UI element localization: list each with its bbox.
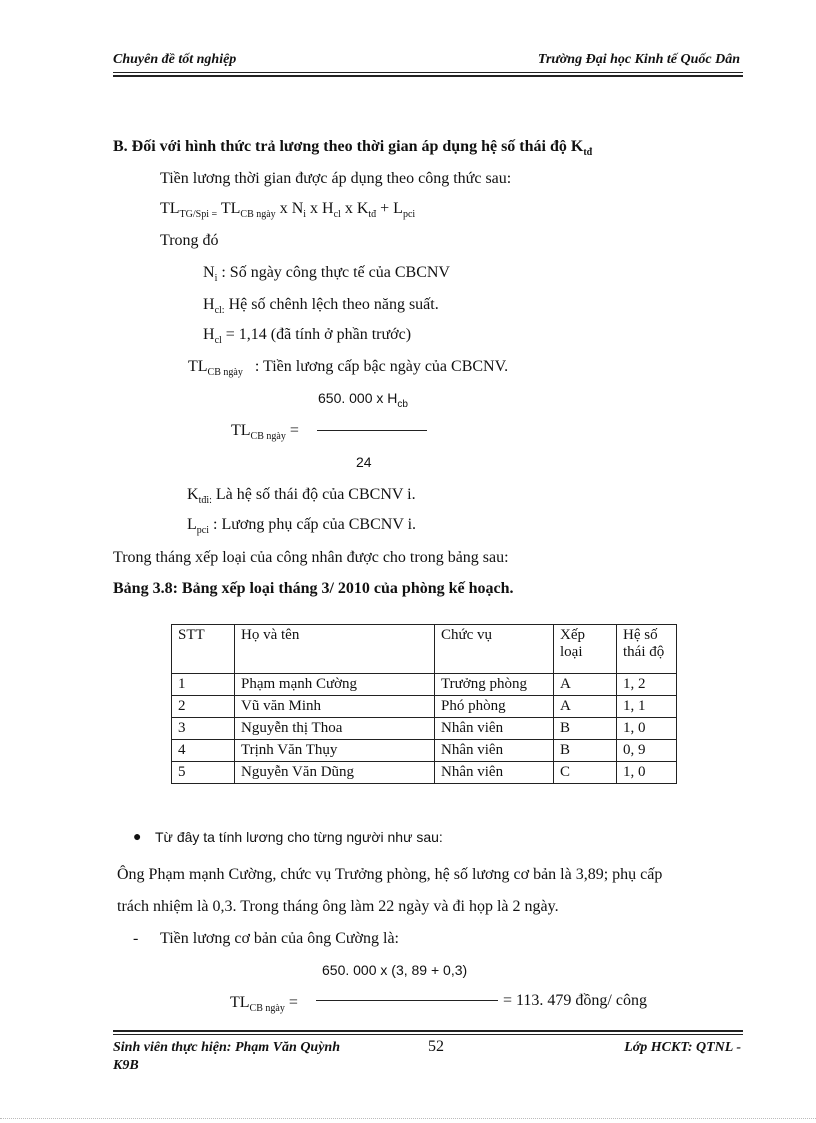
table-title: Bảng 3.8: Bảng xếp loại tháng 3/ 2010 của phòng kế hoạch. — [113, 580, 514, 597]
calc-para-line1: Ông Phạm mạnh Cường, chức vụ Trưởng phòng, hệ số lương cơ bản là 3,89; phụ cấp — [117, 866, 663, 883]
def-hcl: $H_{cl:}$ Hệ số chênh lệch theo năng suất. — [203, 296, 439, 317]
cell-stt: 2 — [172, 696, 235, 718]
dash-text: Tiền lương cơ bản của ông Cường là: — [160, 930, 399, 947]
frac2-numerator: 650. 000 x (3, 89 + 0,3) — [322, 962, 468, 978]
cell-stt: 5 — [172, 762, 235, 784]
table-row — [172, 696, 677, 718]
footer-class: Lớp HCKT: QTNL - — [624, 1040, 741, 1055]
cell-position: Trưởng phòng — [435, 674, 554, 696]
ranking-table — [171, 624, 677, 784]
page-number: 52 — [428, 1038, 444, 1055]
cell-rank: A — [554, 696, 617, 718]
frac2-result: = 113. 479 đồng/ công — [503, 992, 647, 1009]
cell-name: Phạm mạnh Cường — [235, 674, 435, 696]
def-tlcb: $TL_{CB ngày}$ : Tiền lương cấp bậc ngày của CBCNV. — [188, 358, 509, 379]
section-heading: B. Đối với hình thức trả lương theo thời gian áp dụng hệ số thái độ $K_{tđ}$ — [113, 138, 593, 159]
cell-position: Phó phòng — [435, 696, 554, 718]
frac2-line — [316, 1000, 498, 1001]
table-intro: Trong tháng xếp loại của công nhân được cho trong bảng sau: — [113, 549, 509, 566]
cell-name: Vũ văn Minh — [235, 696, 435, 718]
cell-name: Nguyễn Văn Dũng — [235, 762, 435, 784]
def-ni: $N_i$ : Số ngày công thực tế của CBCNV — [203, 264, 450, 285]
header-rule — [113, 72, 743, 73]
main-formula: $TL_{TG/Spi =}$ $TL_{CB ngày}$ x $N_i$ x $H_{cl}$ x $K_{tđ} + L_{pci}$ — [160, 200, 416, 221]
footer-rule-thick — [113, 1030, 743, 1032]
table-row — [172, 674, 677, 696]
intro-text: Tiền lương thời gian được áp dụng theo công thức sau: — [160, 170, 512, 187]
cell-position: Nhân viên — [435, 718, 554, 740]
frac1-line — [317, 430, 427, 431]
th-coef: Hệ số thái độ — [617, 625, 677, 674]
def-hcl-value: $H_{cl} = 1,14$ (đã tính ở phần trước) — [203, 326, 412, 347]
cell-coef: 1, 0 — [617, 718, 677, 740]
table-row — [172, 718, 677, 740]
frac1-lhs: $TL_{CB ngày}$ = — [231, 422, 299, 443]
cell-rank: C — [554, 762, 617, 784]
cell-rank: B — [554, 718, 617, 740]
th-rank: Xếp loại — [554, 625, 617, 674]
cell-stt: 4 — [172, 740, 235, 762]
th-stt: STT — [172, 625, 235, 674]
frac1-denominator: 24 — [356, 454, 372, 470]
table-row — [172, 762, 677, 784]
cell-rank: A — [554, 674, 617, 696]
cell-position: Nhân viên — [435, 762, 554, 784]
def-k: $K_{tđi:}$ Là hệ số thái độ của CBCNV i. — [187, 486, 416, 507]
th-name: Họ và tên — [235, 625, 435, 674]
header-rule-thick — [113, 75, 743, 77]
frac1-numerator: 650. 000 x $H_{cb}$ — [318, 390, 408, 410]
header-right: Trường Đại học Kinh tế Quốc Dân — [537, 52, 740, 67]
header-left: Chuyên đề tốt nghiệp — [113, 52, 237, 67]
footer-student: Sinh viên thực hiện: Phạm Văn Quỳnh — [113, 1040, 341, 1055]
cell-name: Nguyễn thị Thoa — [235, 718, 435, 740]
cell-coef: 1, 0 — [617, 762, 677, 784]
bullet-icon: ● — [133, 830, 142, 845]
table-row — [172, 740, 677, 762]
cell-coef: 1, 1 — [617, 696, 677, 718]
calc-para-line2: trách nhiệm là 0,3. Trong tháng ông làm 22 ngày và đi họp là 2 ngày. — [117, 898, 559, 915]
table-header-row — [172, 625, 677, 674]
page-edge — [0, 1118, 816, 1119]
footer-student-cont: K9B — [113, 1058, 139, 1073]
where-label: Trong đó — [160, 232, 219, 249]
bullet-text: Từ đây ta tính lương cho từng người như sau: — [155, 829, 443, 845]
dash-icon: - — [133, 930, 139, 947]
cell-name: Trịnh Văn Thụy — [235, 740, 435, 762]
cell-rank: B — [554, 740, 617, 762]
def-l: $L_{pci}$ : Lương phụ cấp của CBCNV i. — [187, 516, 417, 537]
th-position: Chức vụ — [435, 625, 554, 674]
cell-position: Nhân viên — [435, 740, 554, 762]
cell-coef: 0, 9 — [617, 740, 677, 762]
frac2-lhs: $TL_{CB ngày}$ = — [230, 994, 298, 1015]
cell-coef: 1, 2 — [617, 674, 677, 696]
cell-stt: 3 — [172, 718, 235, 740]
cell-stt: 1 — [172, 674, 235, 696]
footer-rule — [113, 1034, 743, 1035]
